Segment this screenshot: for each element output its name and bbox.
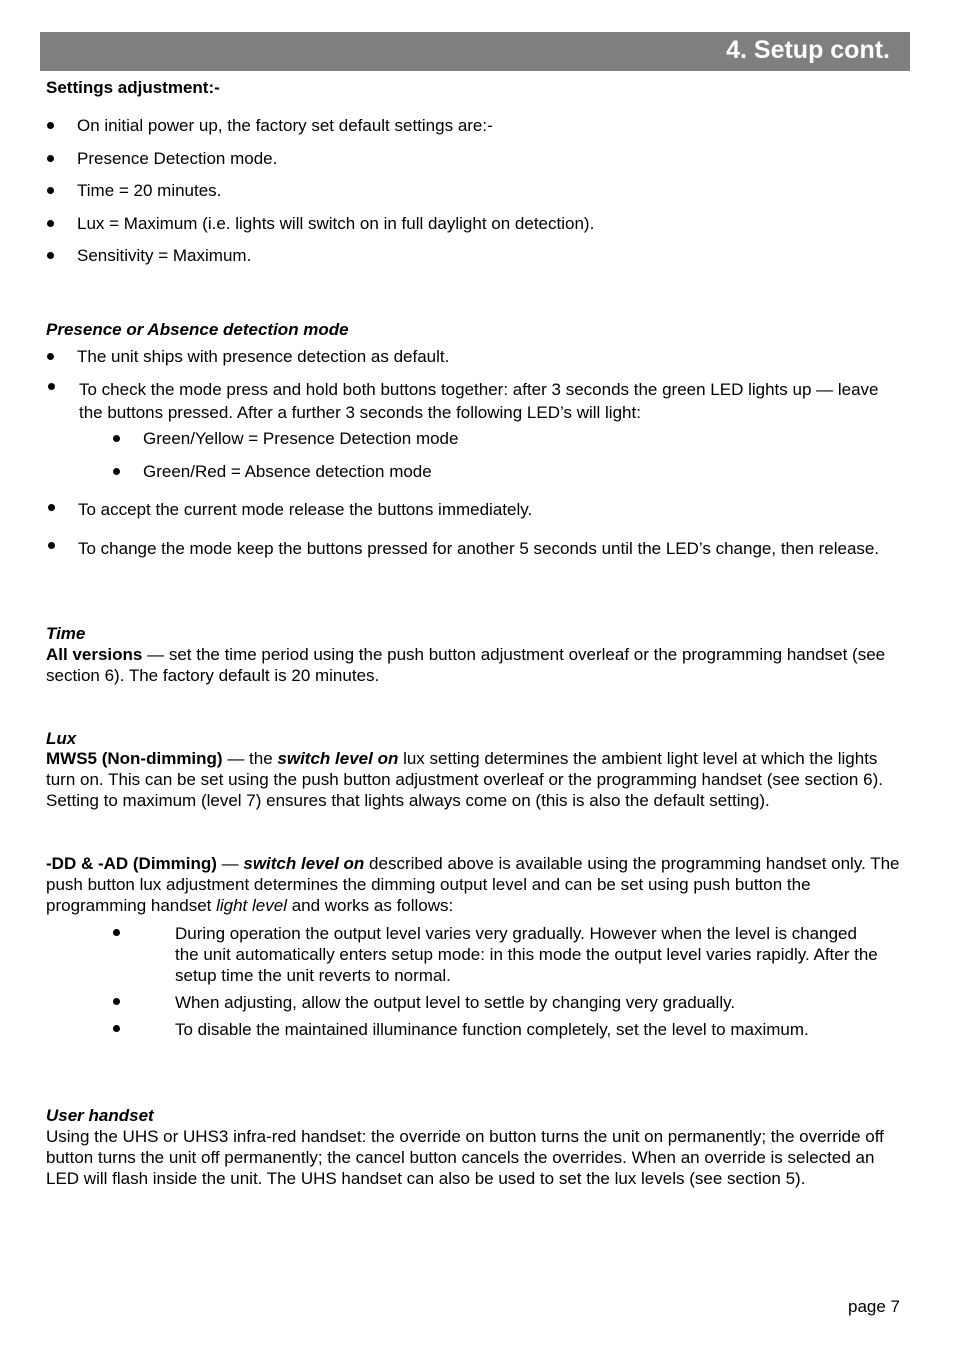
lux-p2-text: described above is available using the programming handset only. The push button lux adjustment determines the dimming output level and can be set using push button the programming handset	[46, 854, 900, 915]
bullet-icon	[48, 383, 55, 390]
section-title: 4. Setup cont.	[726, 36, 890, 64]
time-heading: Time	[46, 624, 86, 643]
bullet-icon	[113, 998, 120, 1005]
bullet-icon	[47, 252, 54, 259]
settings-item: Lux = Maximum (i.e. lights will switch on in full daylight on detection).	[77, 214, 595, 233]
time-paragraph	[46, 644, 906, 686]
lux-item: To disable the maintained illuminance function completely, set the level to maximum.	[175, 1020, 809, 1039]
settings-heading: Settings adjustment:-	[46, 78, 220, 97]
handset-paragraph: Using the UHS or UHS3 infra-red handset: the override on button turns the unit on permanently; the override off button turns the unit off permanently; the cancel button cancels the overrides. When an override is selected an LED will flash inside the unit. The UHS handset can also be used to set the lux levels (see section 5).	[46, 1127, 884, 1188]
presence-item: The unit ships with presence detection as default.	[77, 347, 450, 366]
lux-item: During operation the output level varies very gradually. However when the level is changed the unit automatically enters setup mode: in this mode the output level varies rapidly. After the setup time the unit reverts to normal.	[175, 924, 878, 985]
lux-p1-lead: MWS5 (Non-dimming)	[46, 749, 223, 768]
lux-paragraph-dimming	[46, 853, 906, 916]
page-number: page 7	[848, 1297, 900, 1316]
bullet-icon	[113, 929, 120, 936]
bullet-icon	[48, 542, 55, 549]
lux-heading: Lux	[46, 729, 77, 748]
presence-subitem: Green/Yellow = Presence Detection mode	[143, 429, 459, 448]
lux-p2-emphasis: switch level on	[243, 854, 365, 873]
time-text: — set the time period using the push button adjustment overleaf or the programming handset (see section 6). The factory default is 20 minutes.	[46, 645, 886, 685]
bullet-icon	[47, 122, 54, 129]
bullet-icon	[47, 155, 54, 162]
bullet-icon	[113, 1025, 120, 1032]
presence-item: To change the mode keep the buttons pressed for another 5 seconds until the LED’s change, then release.	[78, 539, 880, 558]
lux-p1-text: — the	[222, 749, 278, 768]
settings-item: On initial power up, the factory set default settings are:-	[77, 116, 493, 135]
lux-p2-italic: light level	[216, 896, 287, 915]
section-header-bar	[40, 32, 910, 71]
settings-item: Sensitivity = Maximum.	[77, 246, 252, 265]
bullet-icon	[113, 468, 120, 475]
settings-item: Time = 20 minutes.	[77, 181, 222, 200]
bullet-icon	[47, 220, 54, 227]
lux-paragraph-non-dimming	[46, 748, 906, 811]
lux-p1-text: lux setting determines the ambient light level at which the lights turn on. This can be set using the push button adjustment overleaf or the programming handset (see section 6). Setting to maximum (level 7) ensures that lights always come on (this is also the default setting).	[46, 749, 883, 810]
settings-item: Presence Detection mode.	[77, 149, 278, 168]
lux-p2-lead: -DD & -AD (Dimming)	[46, 854, 217, 873]
presence-subitem: Green/Red = Absence detection mode	[143, 462, 432, 481]
lux-item: When adjusting, allow the output level to settle by changing very gradually.	[175, 993, 736, 1012]
time-lead: All versions	[46, 645, 143, 664]
handset-heading: User handset	[46, 1106, 154, 1125]
presence-heading: Presence or Absence detection mode	[46, 320, 349, 339]
lux-p2-text: and works as follows:	[286, 896, 454, 915]
lux-p1-emphasis: switch level on	[277, 749, 399, 768]
lux-p2-text: —	[216, 854, 244, 873]
bullet-icon	[47, 353, 54, 360]
presence-item: To check the mode press and hold both buttons together: after 3 seconds the green LED lights up — leave the buttons pressed. After a further 3 seconds the following LED’s will light:	[79, 380, 879, 422]
bullet-icon	[48, 504, 55, 511]
presence-item: To accept the current mode release the buttons immediately.	[78, 500, 533, 519]
bullet-icon	[113, 435, 120, 442]
bullet-icon	[47, 187, 54, 194]
